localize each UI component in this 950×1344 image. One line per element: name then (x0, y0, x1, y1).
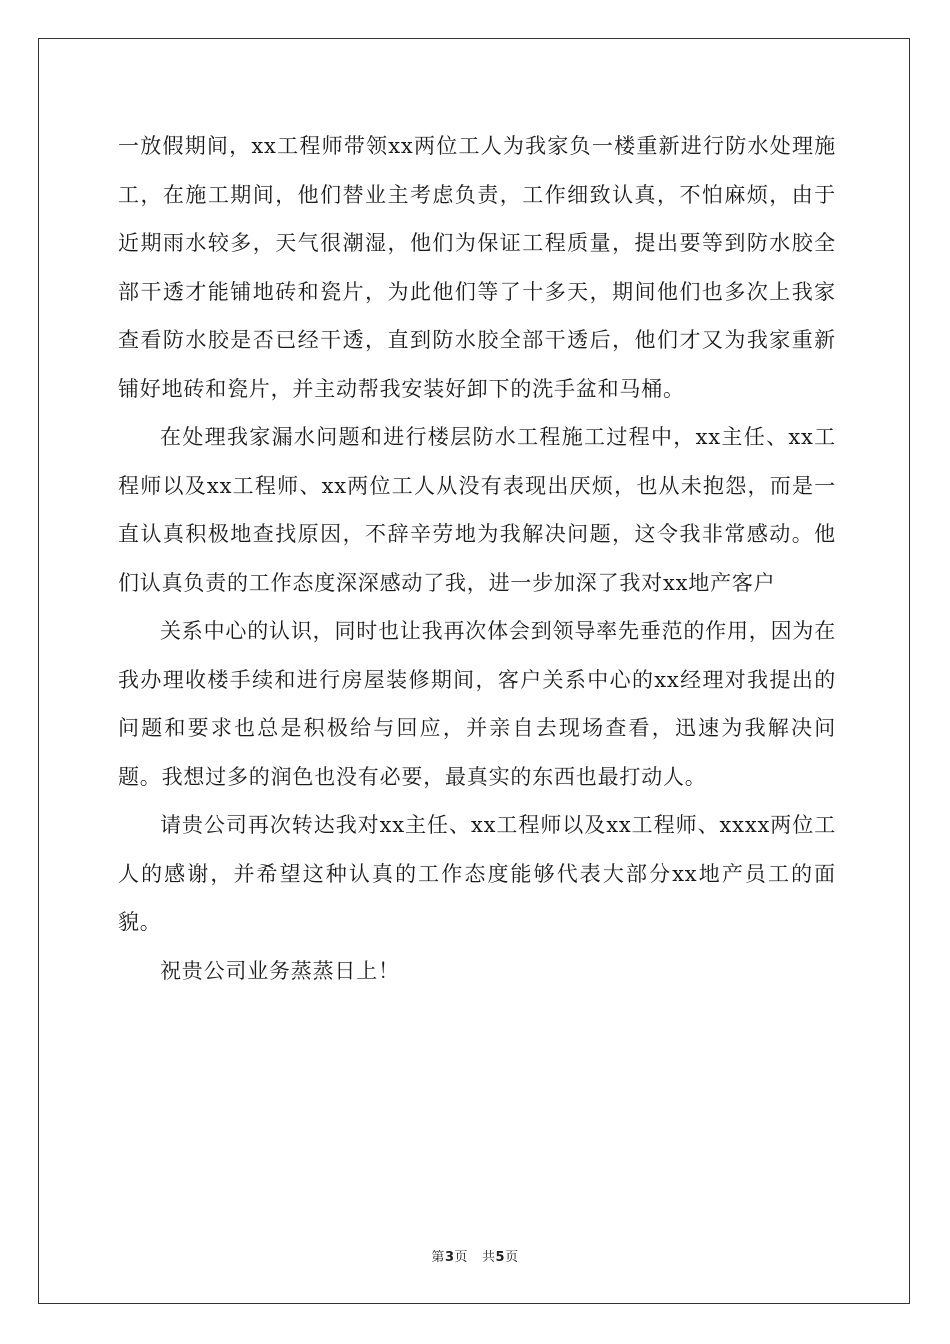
paragraph-4: 请贵公司再次转达我对xx主任、xx工程师以及xx工程师、xxxx两位工人的感谢，并希望这种认真的工作态度能够代表大部分xx地产员工的面貌。 (118, 813, 836, 934)
paragraph-1: 一放假期间，xx工程师带领xx两位工人为我家负一楼重新进行防水处理施工，在施工期间，他们替业主考虑负责，工作细致认真，不怕麻烦，由于近期雨水较多，天气很潮湿，他们为保证工程质量，提出要等到防水胶全部干透才能铺地砖和瓷片，为此他们等了十多天，期间他们也多次上我家查看防水胶是否已经干透，直到防水胶全部干透后，他们才又为我家重新铺好地砖和瓷片，并主动帮我安装好卸下的洗手盆和马桶。 (118, 134, 836, 401)
page-prefix: 第 (431, 1250, 445, 1265)
total-page-count: 5 (495, 1250, 506, 1265)
paragraph-5-closing-wish: 祝贵公司业务蒸蒸日上！ (160, 958, 400, 983)
page-footer (0, 1246, 950, 1265)
page-suffix: 页 (454, 1250, 468, 1265)
paragraph-3: 关系中心的认识，同时也让我再次体会到领导率先垂范的作用，因为在我办理收楼手续和进行房屋装修期间，客户关系中心的xx经理对我提出的问题和要求也总是积极给与回应，并亲自去现场查看，迅速为我解决问题。我想过多的润色也没有必要，最真实的东西也最打动人。 (118, 619, 836, 789)
current-page-number: 3 (444, 1250, 455, 1265)
letter-body (118, 122, 836, 995)
paragraph-2: 在处理我家漏水问题和进行楼层防水工程施工过程中，xx主任、xx工程师以及xx工程师、xx两位工人从没有表现出厌烦，也从未抱怨，而是一直认真积极地查找原因，不辞辛劳地为我解决问题，这令我非常感动。他们认真负责的工作态度深深感动了我，进一步加深了我对xx地产客户 (118, 425, 836, 595)
total-prefix: 共 (482, 1250, 496, 1265)
total-suffix: 页 (505, 1250, 519, 1265)
